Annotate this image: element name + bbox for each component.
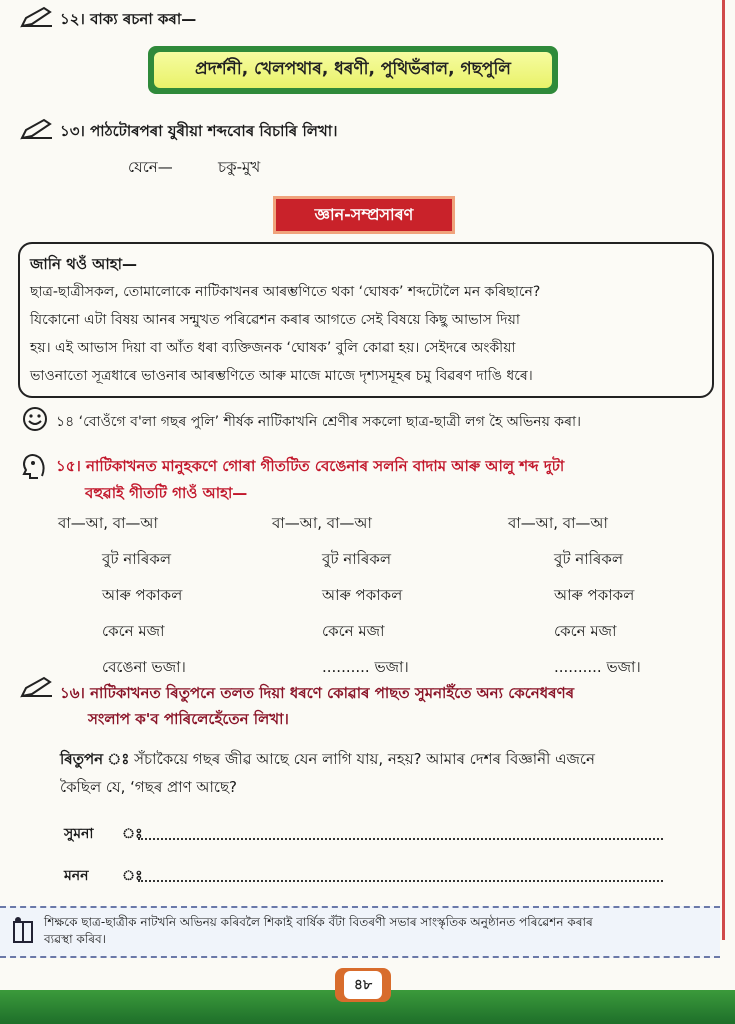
info-title: জানি থওঁ আহা— — [30, 255, 137, 273]
q16-line-1: ১৬। নাটিকাখনত ৰিতুপনে তলত দিয়া ধৰণে কোৱাৰ পাছত সুমনাইঁতে অন্য কেনেধৰণৰ — [60, 684, 575, 702]
q16-line-2: সংলাপ ক'ব পাৰিলেহেঁতেন লিখা। — [88, 710, 289, 728]
speech-line-1: সঁচাকৈয়ে গছৰ জীৱ আছে যেন লাগি যায়, নহয়? আমাৰ দেশৰ বিজ্ঞানী এজনে — [134, 750, 595, 768]
q15-line-1: ১৫। নাটিকাখনত মানুহকণে গোৰা গীতটিত বেঙেনাৰ সলনি বাদাম আৰু আলু শব্দ দুটা — [56, 457, 565, 475]
poem-line: বা—আ, বা—আ — [272, 514, 372, 532]
q13-label: ১৩। পাঠটোৰপৰা যুৰীয়া শব্দবোৰ বিচাৰি লিখা। — [60, 122, 338, 140]
speaker-name: ৰিতুপন ঃ — [60, 750, 130, 768]
q12-label: ১২। বাক্য ৰচনা কৰা— — [60, 10, 197, 28]
poem-line: বুট নাৰিকল — [554, 550, 624, 568]
poem-line: বা—আ, বা—আ — [508, 514, 608, 532]
poem-line: আৰু পকাকল — [102, 586, 183, 604]
poem-blank-line: .......... ভজা। — [554, 658, 641, 676]
word-list: প্ৰদৰ্শনী, খেলপথাৰ, ধৰণী, পুথিভঁৰাল, গছপুলি — [154, 52, 552, 88]
smiley-icon — [22, 406, 48, 432]
answer-1-colon: ঃ — [122, 826, 143, 842]
answer-2-colon: ঃ — [122, 868, 143, 884]
q15-line-2: বহুৱাই গীতটি গাওঁ আহা— — [85, 484, 248, 502]
poem-blank-line: .......... ভজা। — [322, 658, 409, 676]
poem-column-2 — [272, 505, 409, 685]
right-border — [722, 0, 725, 940]
q13-example-prefix: যেনে— — [128, 158, 173, 176]
speech-line-2: কৈছিল যে, ‘গছৰ প্ৰাণ আছে? — [60, 778, 238, 796]
poem-line: কেনে মজা — [102, 622, 165, 640]
singing-head-icon — [20, 452, 50, 480]
teacher-book-icon — [10, 916, 38, 946]
q13-example: চকু-মুখ — [218, 158, 261, 176]
info-line-1: ছাত্ৰ-ছাত্ৰীসকল, তোমালোকে নাটিকাখনৰ আৰম্ভণিতে থকা ‘ঘোষক’ শব্দটোলৈ মন কৰিছানে? — [30, 284, 541, 300]
pencil-icon — [20, 676, 54, 698]
pencil-icon — [20, 6, 54, 28]
q16-speech — [60, 748, 595, 773]
page-number-badge — [335, 968, 391, 1002]
pencil-icon — [20, 118, 54, 140]
section-title: জ্ঞান-সম্প্ৰসাৰণ — [273, 196, 455, 234]
page-number: ৪৮ — [344, 971, 382, 999]
poem-line: বুট নাৰিকল — [102, 550, 172, 568]
poem-line: আৰু পকাকল — [554, 586, 635, 604]
info-box — [18, 242, 714, 398]
info-line-3: হয়। এই আভাস দিয়া বা আঁত ধৰা ব্যক্তিজনক ‘ঘোষক’ বুলি কোৱা হয়। সেইদৰে অংকীয়া — [30, 340, 516, 356]
answer-2-label: মনন — [64, 868, 89, 884]
poem-column-3 — [508, 505, 641, 685]
poem-line: আৰু পকাকল — [322, 586, 403, 604]
poem-line: কেনে মজা — [322, 622, 385, 640]
poem-line: বা—আ, বা—আ — [58, 514, 158, 532]
answer-2-field[interactable] — [138, 880, 663, 882]
answer-1-field[interactable] — [138, 838, 663, 840]
poem-line: কেনে মজা — [554, 622, 617, 640]
teacher-note-line-2: ব্যৱস্থা কৰিব। — [44, 932, 106, 946]
teacher-note — [0, 906, 720, 958]
poem-line: বুট নাৰিকল — [322, 550, 392, 568]
word-box — [148, 46, 558, 94]
info-line-2: যিকোনো এটা বিষয় আনৰ সন্মুখত পৰিৱেশন কৰাৰ আগতে সেই বিষয়ে কিছু আভাস দিয়া — [30, 312, 520, 328]
poem-column-1 — [58, 505, 186, 685]
answer-1-label: সুমনা — [64, 826, 94, 842]
poem-line: বেঙেনা ভজা। — [102, 658, 186, 676]
q14-text: ১৪ ‘বোওঁগে ব'লা গছৰ পুলি’ শীৰ্ষক নাটিকাখনি শ্ৰেণীৰ সকলো ছাত্ৰ-ছাত্ৰী লগ হৈ অভিনয় কৰা। — [56, 414, 582, 430]
teacher-note-line-1: শিক্ষকে ছাত্ৰ-ছাত্ৰীক নাটখনি অভিনয় কৰিবলৈ শিকাই বাৰ্ষিক বঁটা বিতৰণী সভাৰ সাংস্কৃতিক অনুষ্ঠানত পৰিৱেশন কৰাৰ — [44, 915, 593, 929]
info-line-4: ভাওনাতো সূত্ৰধাৰে ভাওনাৰ আৰম্ভণিতে আৰু মাজে মাজে দৃশ্যসমূহৰ চমু বিৱৰণ দাঙি ধৰে। — [30, 368, 533, 384]
